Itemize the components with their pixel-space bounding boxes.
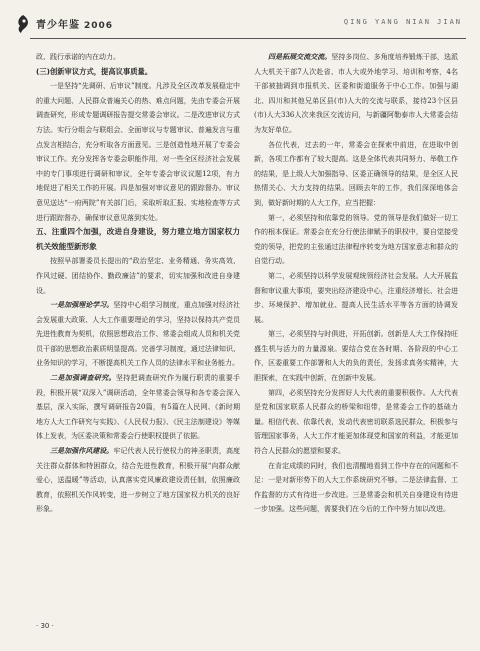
journal-title-text: 青少年鉴 [36,20,80,31]
left-column [36,50,240,600]
inline-subheading: 二是加强调查研究。 [50,373,116,383]
paragraph [254,50,458,138]
inline-subheading: 三是加强作风建设。 [50,446,114,456]
journal-title [36,16,113,31]
inline-subheading: 四是拓展交流交流。 [268,52,332,61]
paragraph: 在肯定成绩的同时，我们也清醒地看到工作中存在的问题和不足：一是对新形势下的人大工作系统研究不够。二是法律监督、工作监督的方式有待进一步改进。三是常委会和机关自身建设有待进一步加强。这些问题，需要我们在今后的工作中努力加以改进。 [254,461,458,514]
paragraph-text: 坚持把调查研究作为履行职责的重要手段，积极开展“双深入”调研活动，全年常委会领导和各专委会深入基层，深入实际，撰写调研报告20篇，有5篇在人民网、《新时期地方人大工作研究与实践》、《人民权力报》、《民主法制建设》等媒体上发表，为区委决策和常委会行使职权提供了依据。 [36,374,240,441]
journal-title-pinyin: QING YANG NIAN JIAN [343,18,462,26]
paragraph-text: 坚持多岗位、多角度培养锻炼干部，选派人大机关干部7人次赴省、市人大或外地学习、培训和考察，4名干部被抽调到市报机关、区委和街道服务于中心工作。加强与湖北、四川和其他兄弟区县(市)人大的交流与联系，接待23个区县(市)人大336人次来我区交流访问，与新疆阿勒泰市人大常委会结为友好单位。 [254,53,458,134]
paragraph [36,444,240,517]
chapter-heading: 五、注重四个加强，改进自身建设，努力建立地方国家权力机关效能型新形象 [36,227,240,251]
paragraph: 第一，必须坚持和依靠党的领导。党的领导是我们做好一切工作的根本保证。常委会在充分行使法律赋予的职权中，要自觉接受党的领导，把党的主张通过法律程序转变为地方国家意志和群众的自觉行动。 [254,213,458,266]
paragraph: 政、践行承诺的内在动力。 [36,53,120,61]
paragraph: 第三，必须坚持与时俱进，开拓创新。创新是人大工作保持旺盛生机与活力的力量源泉。要结合党在各时期、各阶段的中心工作，区委重要工作部署和人大的负的责任，发扬求真务实精神，大胆探索，在实践中创新，在创新中发展。 [254,330,458,383]
paragraph [36,371,240,444]
paragraph: 第四，必须坚持充分发挥好人大代表的重要积极作。人大代表是党和国家联系人民群众的桥梁和纽带，是常委会工作的基础力量。相信代表、依靠代表，发动代表密切联系选民群众，积极参与管理国家事务，人大工作才能更加体现党和国家的利益，才能更加符合人民群众的愿望和要求。 [254,388,458,456]
paragraph [36,298,240,371]
paragraph: 各位代表，过去的一年，常委会在探索中前进，在进取中创新，各项工作都有了较大提高。这是全体代表共同努力、举敬工作的结果，是上级人大加强指导、区委正确领导的结果，是全区人民热情关心、大力支持的结果。回顾去年的工作，我们深深地体会到，做好新时期的人大工作，应当把握： [254,140,458,207]
right-column [254,50,458,600]
paragraph: 一是坚持“先调研、后审议”制度。凡涉及全区改革发展稳定中的重大问题、人民群众普遍关心的热、难点问题，先由专委会开展调查研究，形成专题调研报告提交常委会审议。二是改进审议方式方法。实行分组会与联组会、全面审议与专题审议、普遍发言与重点发言相结合，充分听取各方面意见。三是创造性地开展了专委会审议工作。充分发挥各专委会职能作用，对一些全区经济社会发展中的专门事项进行调研和审议，全年专委会审议议题12项，有力地促进了相关工作的开展。四是加强对审议意见的跟踪督办。审议意见送达“一府两院”有关部门后，采取听取汇报、实地检查等方式进行跟踪督办，确保审议意见落到实处。 [36,82,240,222]
paragraph-text: 牢记代表人民行使权力的神圣职责，高度关注群众群体和特困群众，结合先进性教育，积极开展“向群众献爱心，送温暖”等活动，认真落实党风廉政建设责任制，依照廉政教育，依照机关作风转变，进一步树立了地方国家权力机关的良好形象。 [36,447,240,514]
paragraph: 第二，必须坚持以科学发展观统领经济社会发展。人大开展监督和审议重大事项，要突出经济建设中心，注重经济增长、社会进步、环境保护、增加就业、提高人民生活水平等各方面的协调发展。 [254,271,458,324]
inline-subheading: 一是加强理论学习。 [50,300,114,310]
journal-year: 2006 [84,21,114,31]
page-number: · 30 · [36,622,54,630]
paragraph: 按照早部署委员长提出的“政治坚定、业务精通、务实高效、作风过硬、团结协作、勤政廉洁”的要求，切实加强和改进自身建设。 [36,257,240,295]
header-rule [30,38,466,39]
paragraph-text: 坚持中心组学习制度，重点加强对经济社会发展重大政策、人大工作重要理论的学习，坚持以保持共产党员先进性教育为契机，依照思想政治工作、常委会组成人员和机关党员干部的思想政治素质明显提高。完善学习制度，通过法律知识、业务知识的学习，不断提高机关工作人员的法律水平和业务能力。 [36,301,240,368]
yearbook-logo-icon [14,14,32,34]
page-header [0,0,480,44]
section-heading: (三)创新审议方式，提高议事质量。 [36,66,153,76]
